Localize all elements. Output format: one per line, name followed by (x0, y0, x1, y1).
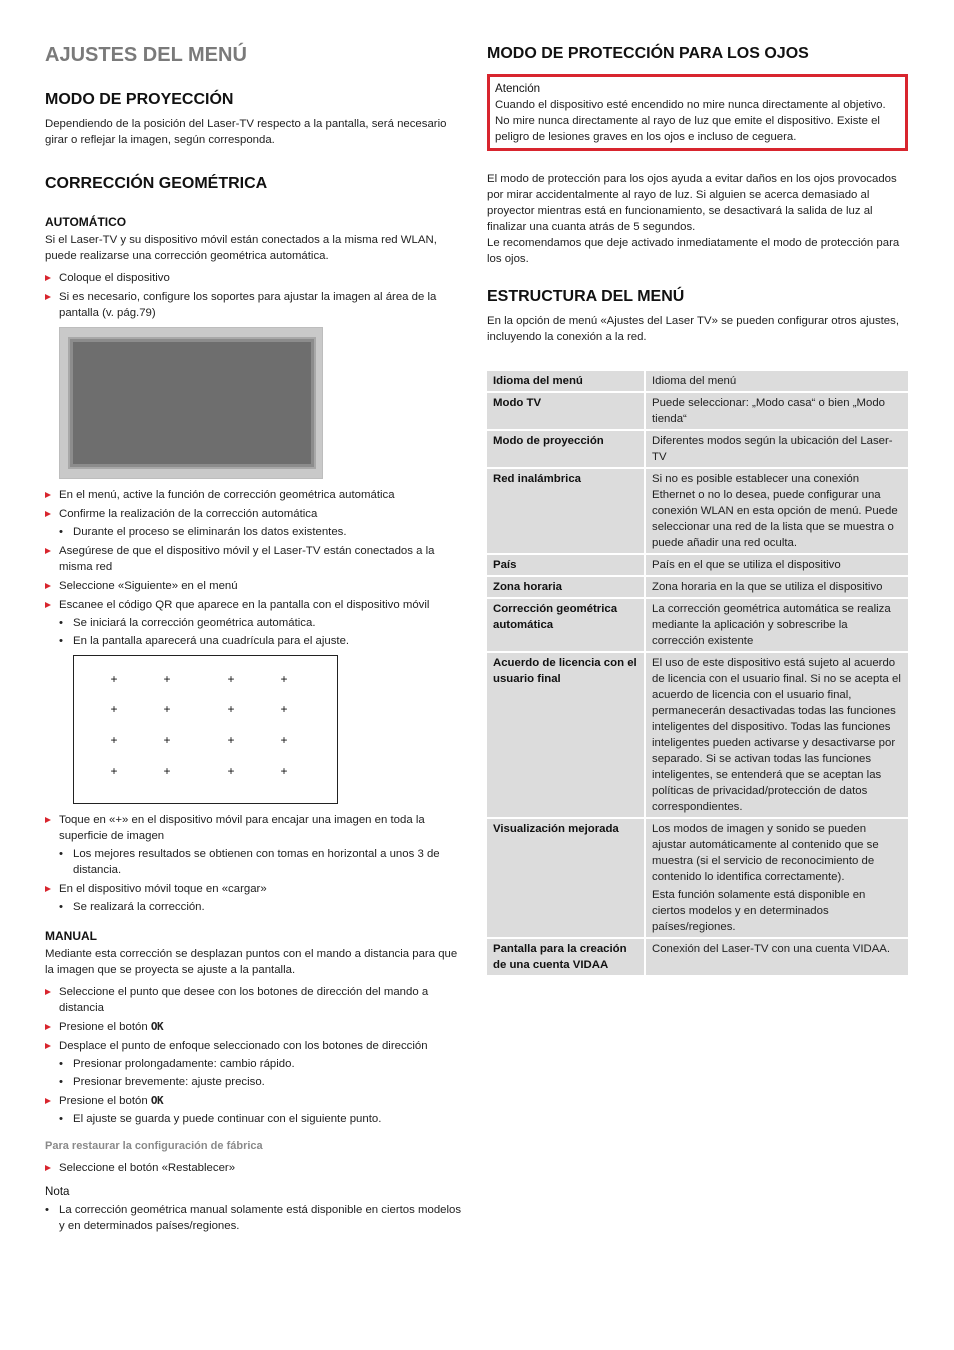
table-value-paragraph: Esta función solamente está disponible en ciertos modelos y en determinados países/regiones. (652, 889, 866, 933)
list-item: Escanee el código QR que aparece en la pantalla con el dispositivo móvil • Se iniciará la corrección geométrica automática. • En la pantalla aparecerá una cuadrícula para el ajuste. (45, 597, 467, 649)
list-item: Presione el botón OK (45, 1019, 467, 1035)
ok-button-label: OK (150, 1094, 164, 1107)
heading-estructura-menu: ESTRUCTURA DEL MENÚ (487, 288, 685, 305)
ok-button-label: OK (150, 1020, 164, 1033)
table-row (487, 393, 908, 429)
menu-structure-table (487, 369, 908, 977)
automatico-steps-d (45, 812, 467, 915)
adjustment-grid-figure (73, 655, 338, 804)
table-row (487, 939, 908, 975)
list-item: Presione el botón OK • El ajuste se guarda y puede continuar con el siguiente punto. (45, 1093, 467, 1127)
grid-plus-marker: + (110, 702, 118, 716)
red-triangle-icon (45, 1024, 51, 1030)
proyeccion-text: Dependiendo de la posición del Laser-TV respecto a la pantalla, será necesario girar o reflejar la imagen, según corresponda. (45, 118, 447, 146)
list-item: En el menú, active la función de corrección geométrica automática (45, 487, 467, 503)
page-title: AJUSTES DEL MENÚ (45, 44, 247, 66)
warning-box (487, 74, 908, 151)
red-triangle-icon (45, 989, 51, 995)
grid-plus-marker: + (280, 733, 288, 747)
table-row (487, 653, 908, 817)
table-value: Conexión del Laser-TV con una cuenta VIDAA. (646, 939, 908, 975)
grid-plus-marker: + (163, 702, 171, 716)
red-triangle-icon (45, 1043, 51, 1049)
heading-correccion-geometrica: CORRECCIÓN GEOMÉTRICA (45, 175, 268, 192)
bullet-item: • Presionar prolongadamente: cambio rápido. (59, 1056, 467, 1072)
bullet-item: • Se realizará la corrección. (59, 899, 467, 915)
table-row (487, 555, 908, 575)
projection-screen-image (59, 327, 323, 479)
bullet-item: • Presionar brevemente: ajuste preciso. (59, 1074, 467, 1090)
table-key: Red inalámbrica (487, 469, 646, 553)
projection-screen-surface (70, 339, 314, 467)
table-row (487, 577, 908, 597)
left-column (45, 42, 467, 1236)
bullet-list (59, 899, 467, 915)
table-key: Visualización mejorada (487, 819, 646, 937)
list-item: Asegúrese de que el dispositivo móvil y el Laser-TV están conectados a la misma red (45, 543, 467, 575)
table-key: País (487, 555, 646, 575)
proteccion-ojos-recommendation: Le recomendamos que deje activado inmediatamente el modo de protección para los ojos. (487, 237, 900, 265)
grid-plus-marker: + (227, 764, 235, 778)
table-key: Modo TV (487, 393, 646, 429)
bullet-item: • El ajuste se guarda y puede continuar con el siguiente punto. (59, 1111, 467, 1127)
red-triangle-icon (45, 511, 51, 517)
list-item: En el dispositivo móvil toque en «cargar» • Se realizará la corrección. (45, 881, 467, 915)
bullet-item: • Se iniciará la corrección geométrica automática. (59, 615, 467, 631)
red-triangle-icon (45, 602, 51, 608)
red-triangle-icon (45, 583, 51, 589)
list-item: Seleccione el punto que desee con los botones de dirección del mando a distancia (45, 984, 467, 1016)
table-value: Idioma del menú (646, 371, 908, 391)
proteccion-ojos-text: El modo de protección para los ojos ayuda a evitar daños en los ojos provocados por mirar accidentalmente al rayo de luz. Si alguien se acerca demasiado al proyector mientras está en funcionamiento, se desactivará la salida de luz al finalizar una cuanta atrás de 5 segundos. (487, 173, 897, 233)
automatico-steps-a (45, 270, 467, 321)
list-item: Confirme la realización de la corrección automática • Durante el proceso se eliminarán los datos existentes. (45, 506, 467, 540)
table-row (487, 819, 908, 937)
table-value: Puede seleccionar: „Modo casa“ o bien „Modo tienda“ (646, 393, 908, 429)
grid-plus-marker: + (163, 672, 171, 686)
table-key: Pantalla para la creación de una cuenta VIDAA (487, 939, 646, 975)
grid-plus-marker: + (110, 764, 118, 778)
list-item: Si es necesario, configure los soportes para ajustar la imagen al área de la pantalla (v. pág.79) (45, 289, 467, 321)
bullet-list (59, 1111, 467, 1127)
warning-title: Atención (495, 82, 541, 95)
grid-plus-marker: + (163, 764, 171, 778)
table-row (487, 431, 908, 467)
red-triangle-icon (45, 817, 51, 823)
grid-plus-marker: + (227, 733, 235, 747)
restore-heading: Para restaurar la configuración de fábrica (45, 1140, 263, 1152)
list-item: Seleccione «Siguiente» en el menú (45, 578, 467, 594)
heading-proteccion-ojos: MODO DE PROTECCIÓN PARA LOS OJOS (487, 45, 809, 62)
red-triangle-icon (45, 492, 51, 498)
right-column (487, 42, 908, 977)
table-value: País en el que se utiliza el dispositivo (646, 555, 908, 575)
manual-intro: Mediante esta corrección se desplazan puntos con el mando a distancia para que la imagen que se proyecta se ajuste a la pantalla. (45, 948, 458, 976)
manual-steps (45, 984, 467, 1127)
table-key: Idioma del menú (487, 371, 646, 391)
grid-plus-marker: + (163, 733, 171, 747)
bullet-item: • En la pantalla aparecerá una cuadrícula para el ajuste. (59, 633, 467, 649)
heading-modo-proyeccion: MODO DE PROYECCIÓN (45, 91, 234, 108)
red-triangle-icon (45, 275, 51, 281)
automatico-steps-b (45, 487, 467, 649)
table-value: El uso de este dispositivo está sujeto al acuerdo de licencia con el usuario final. Si no se acepta el acuerdo de licencia con el usuario final, permanecerán desactivadas todas las funciones inteligentes del dispositivo. Todas las funciones inteligentes pueden activarse y desactivarse por separado. Si se activan todas las funciones inteligentes, se entenderá que se aceptan las políticas de privacidad/protección de datos correspondientes. (646, 653, 908, 817)
note-title: Nota (45, 1185, 70, 1198)
bullet-list (59, 615, 467, 649)
heading-automatico: AUTOMÁTICO (45, 215, 127, 229)
bullet-list (59, 1056, 467, 1090)
grid-plus-marker: + (280, 702, 288, 716)
bullet-list (59, 524, 467, 540)
grid-plus-marker: + (110, 672, 118, 686)
table-value: Si no es posible establecer una conexión Ethernet o no lo desea, puede configurar una conexión WLAN en esta opción de menú. Puede seleccionar una red de la lista que se muestra o puede añadir una red oculta. (646, 469, 908, 553)
table-row (487, 469, 908, 553)
red-triangle-icon (45, 886, 51, 892)
grid-plus-marker: + (227, 702, 235, 716)
estructura-intro: En la opción de menú «Ajustes del Laser TV» se pueden configurar otros ajustes, incluyendo la conexión a la red. (487, 315, 900, 343)
automatico-intro: Si el Laser-TV y su dispositivo móvil están conectados a la misma red WLAN, puede realizarse una corrección geométrica automática. (45, 234, 437, 262)
grid-plus-marker: + (280, 764, 288, 778)
warning-text: Cuando el dispositivo esté encendido no mire nunca directamente al objetivo. No mire nunca directamente al rayo de luz que emite el dispositivo. Existe el peligro de lesiones graves en los ojos e incluso de ceguera. (495, 99, 886, 143)
grid-plus-marker: + (227, 672, 235, 686)
table-key: Modo de proyección (487, 431, 646, 467)
table-row (487, 599, 908, 651)
table-value-paragraph: Los modos de imagen y sonido se pueden ajustar automáticamente al contenido que se muestra (si el servicio de reconocimiento de contenido lo identifica correctamente). (652, 823, 879, 883)
bullet-item: • Los mejores resultados se obtienen con tomas en horizontal a unos 3 de distancia. (59, 846, 467, 878)
list-item: Seleccione el botón «Restablecer» (45, 1160, 467, 1176)
table-key: Corrección geométrica automática (487, 599, 646, 651)
table-key: Zona horaria (487, 577, 646, 597)
red-triangle-icon (45, 1098, 51, 1104)
note-text: • La corrección geométrica manual solamente está disponible en ciertos modelos y en determinados países/regiones. (45, 1202, 467, 1234)
list-item: Coloque el dispositivo (45, 270, 467, 286)
table-value: Zona horaria en la que se utiliza el dispositivo (646, 577, 908, 597)
bullet-list (59, 846, 467, 878)
table-value: La corrección geométrica automática se realiza mediante la aplicación y sobrescribe la corrección existente (646, 599, 908, 651)
note-list (45, 1202, 467, 1234)
table-value (646, 819, 908, 937)
bullet-item: • Durante el proceso se eliminarán los datos existentes. (59, 524, 467, 540)
red-triangle-icon (45, 294, 51, 300)
restore-steps (45, 1160, 467, 1176)
table-row (487, 371, 908, 391)
list-item: Toque en «+» en el dispositivo móvil para encajar una imagen en toda la superficie de imagen • Los mejores resultados se obtienen con tomas en horizontal a unos 3 de distancia. (45, 812, 467, 878)
red-triangle-icon (45, 1165, 51, 1171)
heading-manual: MANUAL (45, 929, 97, 943)
list-item: Desplace el punto de enfoque seleccionado con los botones de dirección • Presionar prolongadamente: cambio rápido. • Presionar brevemente: ajuste preciso. (45, 1038, 467, 1090)
table-value: Diferentes modos según la ubicación del Laser-TV (646, 431, 908, 467)
red-triangle-icon (45, 548, 51, 554)
table-key: Acuerdo de licencia con el usuario final (487, 653, 646, 817)
grid-plus-marker: + (280, 672, 288, 686)
grid-plus-marker: + (110, 733, 118, 747)
